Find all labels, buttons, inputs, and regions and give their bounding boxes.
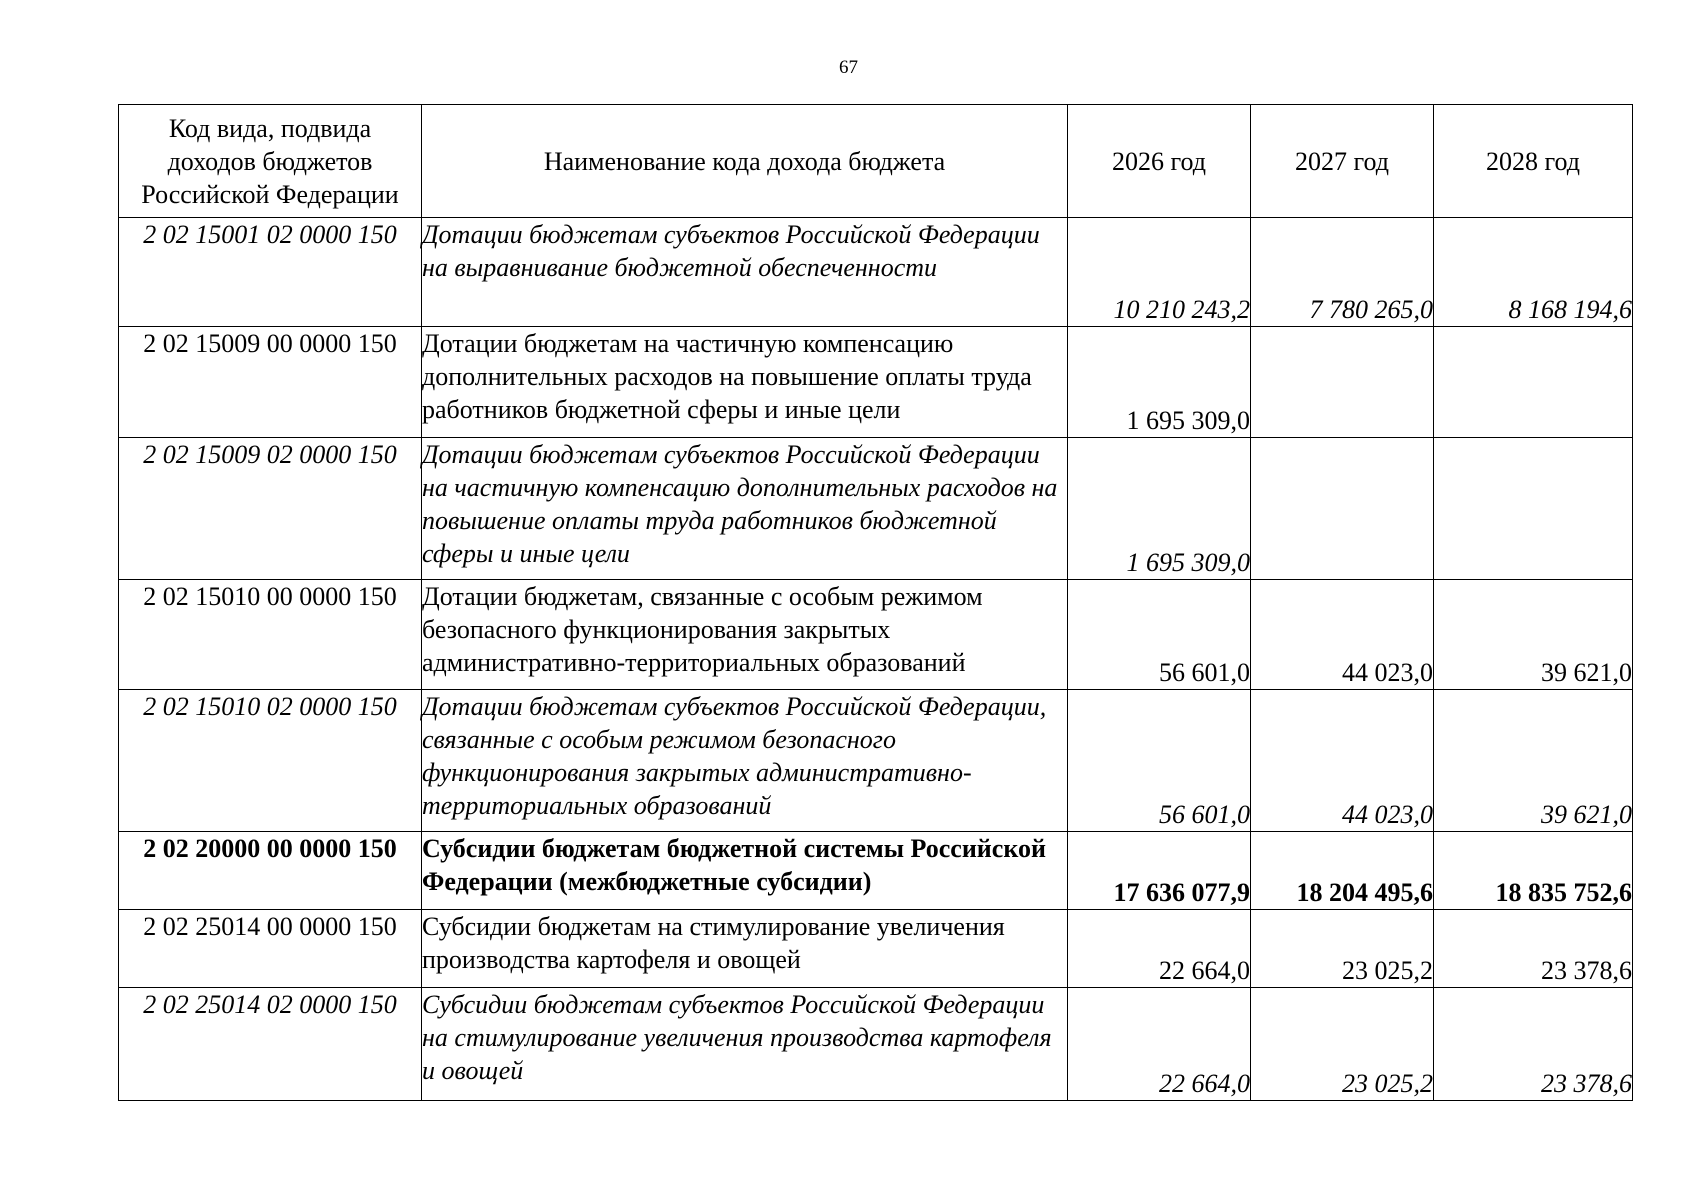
row-2028: 18 835 752,6 bbox=[1434, 832, 1633, 910]
row-2026: 56 601,0 bbox=[1068, 690, 1251, 832]
row-2027: 23 025,2 bbox=[1251, 988, 1434, 1101]
table-row bbox=[119, 327, 1633, 438]
table-row bbox=[119, 988, 1633, 1101]
row-name: Субсидии бюджетам бюджетной системы Российской Федерации (межбюджетные субсидии) bbox=[422, 832, 1068, 910]
row-2028 bbox=[1434, 327, 1633, 438]
row-2027: 18 204 495,6 bbox=[1251, 832, 1434, 910]
row-name: Дотации бюджетам субъектов Российской Федерации на частичную компенсацию дополнительных расходов на повышение оплаты труда работников бюджетной сферы и иные цели bbox=[422, 438, 1068, 580]
row-2026: 17 636 077,9 bbox=[1068, 832, 1251, 910]
row-code: 2 02 25014 02 0000 150 bbox=[119, 988, 422, 1101]
row-code: 2 02 15009 02 0000 150 bbox=[119, 438, 422, 580]
header-name: Наименование кода дохода бюджета bbox=[422, 105, 1068, 218]
row-code: 2 02 15001 02 0000 150 bbox=[119, 218, 422, 327]
row-code: 2 02 20000 00 0000 150 bbox=[119, 832, 422, 910]
row-name: Дотации бюджетам субъектов Российской Федерации на выравнивание бюджетной обеспеченности bbox=[422, 218, 1068, 327]
row-code: 2 02 15010 02 0000 150 bbox=[119, 690, 422, 832]
table-row bbox=[119, 910, 1633, 988]
row-2028: 39 621,0 bbox=[1434, 580, 1633, 690]
row-code: 2 02 15009 00 0000 150 bbox=[119, 327, 422, 438]
row-name: Субсидии бюджетам на стимулирование увеличения производства картофеля и овощей bbox=[422, 910, 1068, 988]
revenue-table bbox=[118, 104, 1633, 1101]
row-2026: 1 695 309,0 bbox=[1068, 327, 1251, 438]
row-name: Субсидии бюджетам субъектов Российской Федерации на стимулирование увеличения производства картофеля и овощей bbox=[422, 988, 1068, 1101]
header-code: Код вида, подвида доходов бюджетов Российской Федерации bbox=[119, 105, 422, 218]
table-row bbox=[119, 690, 1633, 832]
header-2026: 2026 год bbox=[1068, 105, 1251, 218]
header-2027: 2027 год bbox=[1251, 105, 1434, 218]
row-2028 bbox=[1434, 438, 1633, 580]
page-number: 67 bbox=[839, 57, 858, 78]
table-header-row bbox=[119, 105, 1633, 218]
row-code: 2 02 25014 00 0000 150 bbox=[119, 910, 422, 988]
row-name: Дотации бюджетам субъектов Российской Федерации, связанные с особым режимом безопасного функционирования закрытых административно-территориальных образований bbox=[422, 690, 1068, 832]
row-2026: 1 695 309,0 bbox=[1068, 438, 1251, 580]
row-2028: 23 378,6 bbox=[1434, 910, 1633, 988]
table-row bbox=[119, 832, 1633, 910]
row-2028: 8 168 194,6 bbox=[1434, 218, 1633, 327]
row-2027: 7 780 265,0 bbox=[1251, 218, 1434, 327]
row-2027 bbox=[1251, 327, 1434, 438]
row-code: 2 02 15010 00 0000 150 bbox=[119, 580, 422, 690]
row-2028: 39 621,0 bbox=[1434, 690, 1633, 832]
row-2027: 44 023,0 bbox=[1251, 690, 1434, 832]
table-row bbox=[119, 580, 1633, 690]
header-2028: 2028 год bbox=[1434, 105, 1633, 218]
table-row bbox=[119, 438, 1633, 580]
row-2026: 56 601,0 bbox=[1068, 580, 1251, 690]
row-2027 bbox=[1251, 438, 1434, 580]
row-2026: 22 664,0 bbox=[1068, 988, 1251, 1101]
row-name: Дотации бюджетам, связанные с особым режимом безопасного функционирования закрытых административно-территориальных образований bbox=[422, 580, 1068, 690]
row-2028: 23 378,6 bbox=[1434, 988, 1633, 1101]
row-name: Дотации бюджетам на частичную компенсацию дополнительных расходов на повышение оплаты труда работников бюджетной сферы и иные цели bbox=[422, 327, 1068, 438]
row-2026: 10 210 243,2 bbox=[1068, 218, 1251, 327]
table-row bbox=[119, 218, 1633, 327]
row-2026: 22 664,0 bbox=[1068, 910, 1251, 988]
row-2027: 44 023,0 bbox=[1251, 580, 1434, 690]
row-2027: 23 025,2 bbox=[1251, 910, 1434, 988]
